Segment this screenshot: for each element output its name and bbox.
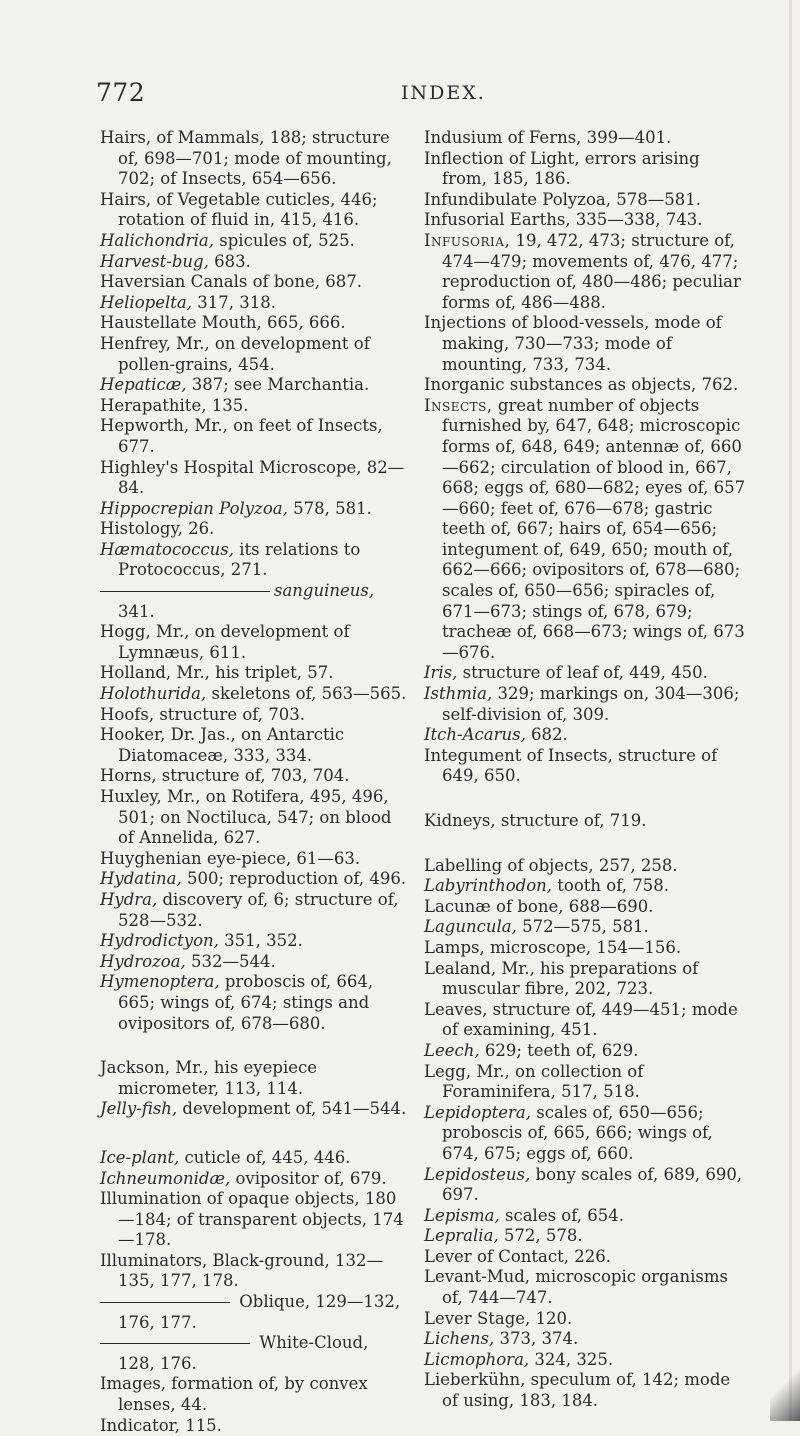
index-entry	[424, 210, 746, 231]
entry-italic-term: Ichneumonidæ,	[100, 1168, 231, 1188]
index-entry	[424, 1041, 746, 1062]
entry-italic-term: Lepidosteus,	[424, 1164, 531, 1184]
entry-italic-term: Hepaticæ,	[100, 375, 187, 395]
index-entry	[100, 725, 408, 766]
entry-italic-term: Heliopelta,	[100, 292, 192, 312]
entry-italic-term: Itch-Acarus,	[424, 725, 526, 745]
index-entry	[100, 972, 408, 1034]
entry-italic-term: Hymenoptera,	[100, 972, 220, 992]
entry-text: Herapathite, 135.	[100, 395, 249, 415]
entry-text: Holland, Mr., his triplet, 57.	[100, 663, 334, 683]
section-gap	[100, 1120, 408, 1148]
index-entry	[100, 787, 408, 849]
entry-italic-term: Lichens,	[424, 1329, 495, 1349]
entry-text: bony scales of, 689, 690, 697.	[442, 1164, 743, 1205]
ditto-rule	[100, 591, 270, 592]
entry-italic-term: Licmophora,	[424, 1349, 530, 1369]
entry-text: Lamps, microscope, 154—156.	[424, 937, 682, 957]
entry-text: Leaves, structure of, 449—451; mode of examining, 451.	[424, 999, 738, 1040]
right-column	[424, 128, 746, 1412]
section-gap	[424, 832, 746, 856]
index-entry	[100, 1374, 408, 1415]
entry-text: Illumination of opaque objects, 180—184; of transparent objects, 174—178.	[100, 1189, 404, 1250]
index-entry	[424, 1103, 746, 1165]
index-entry	[424, 128, 746, 149]
entry-text: Infundibulate Polyzoa, 578—581.	[424, 189, 701, 209]
entry-text: Inorganic substances as objects, 762.	[424, 375, 739, 395]
entry-text: Haversian Canals of bone, 687.	[100, 272, 362, 292]
index-entry	[424, 1062, 746, 1103]
entry-text: Images, formation of, by convex lenses, 44.	[100, 1374, 368, 1415]
index-entry	[424, 938, 746, 959]
entry-text: Hairs, of Vegetable cuticles, 446; rotation of fluid in, 415, 416.	[100, 189, 378, 230]
index-entry	[100, 231, 408, 252]
entry-italic-term: Holothurida,	[100, 684, 207, 704]
entry-text: Huyghenian eye-piece, 61—63.	[100, 848, 361, 868]
index-entry	[424, 375, 746, 396]
index-entry	[100, 540, 408, 581]
index-entry	[424, 876, 746, 897]
ditto-rule	[100, 1343, 250, 1344]
page-title: INDEX.	[401, 82, 486, 104]
index-entry	[424, 231, 746, 313]
entry-italic-term: Harvest-bug,	[100, 251, 209, 271]
entry-italic-term: Labyrinthodon,	[424, 876, 553, 896]
entry-text: Inflection of Light, errors arising from, 185, 186.	[424, 148, 700, 189]
page-header	[96, 78, 716, 114]
entry-italic-term: Iris,	[424, 663, 458, 683]
entry-smallcaps-term: Insects,	[424, 395, 493, 415]
entry-text: ovipositor of, 679.	[230, 1168, 387, 1188]
entry-text: proboscis of, 664, 665; wings of, 674; stings and ovipositors of, 678—680.	[118, 972, 374, 1033]
index-entry	[424, 396, 746, 664]
index-entry	[100, 1148, 408, 1169]
entry-text: 572, 578.	[498, 1226, 583, 1246]
entry-text: Huxley, Mr., on Rotifera, 495, 496, 501; on Noctiluca, 547; on blood of Annelida, 627.	[100, 787, 392, 848]
index-entry	[424, 313, 746, 375]
entry-text: 351, 352.	[218, 931, 303, 951]
entry-italic-term: Leech,	[424, 1040, 480, 1060]
index-entry	[424, 856, 746, 877]
entry-text: 532—544.	[185, 951, 276, 971]
entry-text: discovery of, 6; structure of, 528—532.	[118, 889, 399, 930]
entry-text: 682.	[525, 725, 568, 745]
index-entry	[100, 705, 408, 726]
entry-text: Labelling of objects, 257, 258.	[424, 855, 678, 875]
index-entry	[100, 581, 408, 622]
entry-text: Hooker, Dr. Jas., on Antarctic Diatomaceæ, 333, 334.	[100, 725, 345, 765]
entry-text: Horns, structure of, 703, 704.	[100, 766, 350, 786]
index-entry	[424, 1370, 746, 1411]
entry-italic-term: Hydatina,	[100, 869, 182, 889]
entry-text: Haustellate Mouth, 665, 666.	[100, 313, 346, 333]
entry-text: structure of leaf of, 449, 450.	[457, 663, 708, 683]
index-entry	[100, 519, 408, 540]
index-entry	[424, 1247, 746, 1268]
index-entry	[424, 746, 746, 787]
ditto-rule	[100, 1302, 230, 1303]
section-gap	[100, 1034, 408, 1058]
entry-text: 341.	[118, 601, 155, 621]
entry-text: Highley's Hospital Microscope, 82—84.	[100, 457, 405, 498]
index-entry	[424, 1329, 746, 1350]
entry-text: Hepworth, Mr., on feet of Insects, 677.	[100, 416, 383, 456]
index-entry	[100, 1189, 408, 1251]
index-entry	[100, 1169, 408, 1190]
index-entry	[424, 1226, 746, 1247]
index-entry	[100, 890, 408, 931]
page-number: 772	[96, 78, 146, 107]
index-entry	[100, 1292, 408, 1333]
index-entry	[100, 1251, 408, 1292]
entry-text: Legg, Mr., on collection of Foraminifera, 517, 518.	[424, 1061, 644, 1102]
entry-text: Infusorial Earths, 335—338, 743.	[424, 210, 703, 230]
entry-text: 500; reproduction of, 496.	[181, 869, 407, 889]
index-entry	[424, 959, 746, 1000]
entry-text: its relations to Protococcus, 271.	[118, 539, 361, 580]
entry-text: White-Cloud, 128, 176.	[118, 1333, 369, 1373]
index-entry	[100, 622, 408, 663]
index-entry	[100, 499, 408, 520]
index-entry	[100, 663, 408, 684]
entry-text: great number of objects furnished by, 647, 648; microscopic forms of, 648, 649; antennæ of, 660—662; circulation of blood in, 667, 668; eggs of, 680—682; eyes of, 657—660; feet of, 676—678; gastric teeth of, 667; hairs of, 654—656; integument of, 649, 650; mouth of, 662—666; ovipositors of, 678—680; scales of, 650—656; spiracles of, 671—673; stings of, 678, 679; tracheæ of, 668—673; wings of, 673—676.	[442, 395, 746, 662]
entry-text: scales of, 654.	[499, 1205, 624, 1225]
entry-text: Lealand, Mr., his preparations of muscular fibre, 202, 723.	[424, 958, 699, 999]
entry-italic-term: Lepisma,	[424, 1205, 500, 1225]
index-entry	[100, 849, 408, 870]
left-column	[100, 128, 408, 1436]
entry-text: 19, 472, 473; structure of, 474—479; movements of, 476, 477; reproduction of, 480—486; peculiar forms of, 486—488.	[442, 230, 741, 312]
entry-text: Lieberkühn, speculum of, 142; mode of using, 183, 184.	[424, 1370, 731, 1411]
entry-text: 572—575, 581.	[516, 917, 649, 937]
entry-text: Jackson, Mr., his eyepiece micrometer, 113, 114.	[100, 1058, 317, 1098]
index-entry	[424, 149, 746, 190]
entry-text: Illuminators, Black-ground, 132—135, 177, 178.	[100, 1250, 383, 1291]
index-entry	[100, 1416, 408, 1436]
entry-text: 329; markings on, 304—306; self-division of, 309.	[442, 684, 740, 724]
index-entry	[100, 931, 408, 952]
index-entry	[100, 1058, 408, 1099]
entry-italic-term: Lepidoptera,	[424, 1102, 531, 1122]
index-entry	[424, 1165, 746, 1206]
index-entry	[424, 1267, 746, 1308]
entry-text: 373, 374.	[494, 1329, 579, 1349]
index-entry	[100, 334, 408, 375]
entry-italic-term: Halichondria,	[100, 230, 215, 250]
index-entry	[100, 293, 408, 314]
index-entry	[100, 190, 408, 231]
index-entry	[100, 869, 408, 890]
index-entry	[100, 313, 408, 334]
entry-text: 324, 325.	[529, 1349, 614, 1369]
index-entry	[100, 952, 408, 973]
index-entry	[424, 684, 746, 725]
entry-text: Indusium of Ferns, 399—401.	[424, 128, 672, 147]
entry-italic-term: Hydrodictyon,	[100, 931, 219, 951]
entry-text: Indicator, 115.	[100, 1415, 222, 1435]
entry-text: Levant-Mud, microscopic organisms of, 744—747.	[424, 1267, 728, 1308]
entry-text: Hoofs, structure of, 703.	[100, 704, 306, 724]
entry-italic-term: sanguineus,	[274, 581, 375, 601]
index-entry	[424, 663, 746, 684]
corner-stain	[770, 1361, 800, 1421]
entry-italic-term: Hydra,	[100, 889, 158, 909]
index-entry	[100, 684, 408, 705]
entry-text: Kidneys, structure of, 719.	[424, 811, 647, 830]
index-entry	[424, 1309, 746, 1330]
index-entry	[424, 917, 746, 938]
entry-text: 317, 318.	[191, 292, 276, 312]
index-entry	[424, 725, 746, 746]
index-entry	[100, 416, 408, 457]
index-entry	[100, 375, 408, 396]
entry-text: Injections of blood-vessels, mode of making, 730—733; mode of mounting, 733, 734.	[424, 313, 722, 374]
entry-italic-term: Hæmatococcus,	[100, 539, 234, 559]
entry-text: Lever Stage, 120.	[424, 1308, 573, 1328]
entry-smallcaps-term: Infusoria,	[424, 230, 511, 250]
index-entry	[424, 1206, 746, 1227]
entry-text: Integument of Insects, structure of 649, 650.	[424, 745, 718, 786]
index-entry	[100, 396, 408, 417]
entry-text: 387; see Marchantia.	[186, 375, 370, 395]
index-entry	[100, 766, 408, 787]
entry-italic-term: Hydrozoa,	[100, 951, 186, 971]
entry-text: Hairs, of Mammals, 188; structure of, 698—701; mode of mounting, 702; of Insects, 654—656.	[100, 128, 392, 189]
entry-text: skeletons of, 563—565.	[206, 684, 407, 704]
entry-text: Lacunæ of bone, 688—690.	[424, 896, 654, 916]
entry-text: Hogg, Mr., on development of Lymnæus, 611.	[100, 622, 350, 662]
index-entry	[424, 1350, 746, 1371]
entry-text: 683.	[208, 251, 251, 271]
entry-italic-term: Ice-plant,	[100, 1147, 180, 1167]
index-entry	[100, 458, 408, 499]
entry-italic-term: Isthmia,	[424, 684, 493, 704]
entry-text: Henfrey, Mr., on development of pollen-grains, 454.	[100, 333, 370, 374]
entry-text: spicules of, 525.	[214, 230, 355, 250]
section-gap	[424, 787, 746, 811]
entry-text: tooth of, 758.	[552, 876, 669, 896]
page-edge-shadow	[789, 0, 792, 1421]
entry-italic-term: Laguncula,	[424, 917, 517, 937]
entry-text: Lever of Contact, 226.	[424, 1246, 611, 1266]
index-entry	[100, 272, 408, 293]
entry-text: development of, 541—544.	[177, 1099, 407, 1119]
index-entry	[424, 1000, 746, 1041]
index-entry	[100, 1333, 408, 1374]
entry-italic-term: Hippocrepian Polyzoa,	[100, 498, 288, 518]
entry-italic-term: Jelly-fish,	[100, 1099, 178, 1119]
entry-text: cuticle of, 445, 446.	[179, 1147, 351, 1167]
index-entry	[100, 1099, 408, 1120]
entry-text: 629; teeth of, 629.	[479, 1040, 639, 1060]
index-entry	[424, 897, 746, 918]
entry-text: Oblique, 129—132, 176, 177.	[118, 1292, 401, 1332]
index-entry	[100, 252, 408, 273]
entry-text: Histology, 26.	[100, 519, 215, 539]
entry-italic-term: Lepralia,	[424, 1226, 499, 1246]
entry-text: scales of, 650—656; proboscis of, 665, 666; wings of, 674, 675; eggs of, 660.	[442, 1102, 713, 1163]
entry-text: 578, 581.	[287, 498, 372, 518]
index-entry	[424, 190, 746, 211]
index-entry	[424, 811, 746, 832]
index-entry	[100, 128, 408, 190]
